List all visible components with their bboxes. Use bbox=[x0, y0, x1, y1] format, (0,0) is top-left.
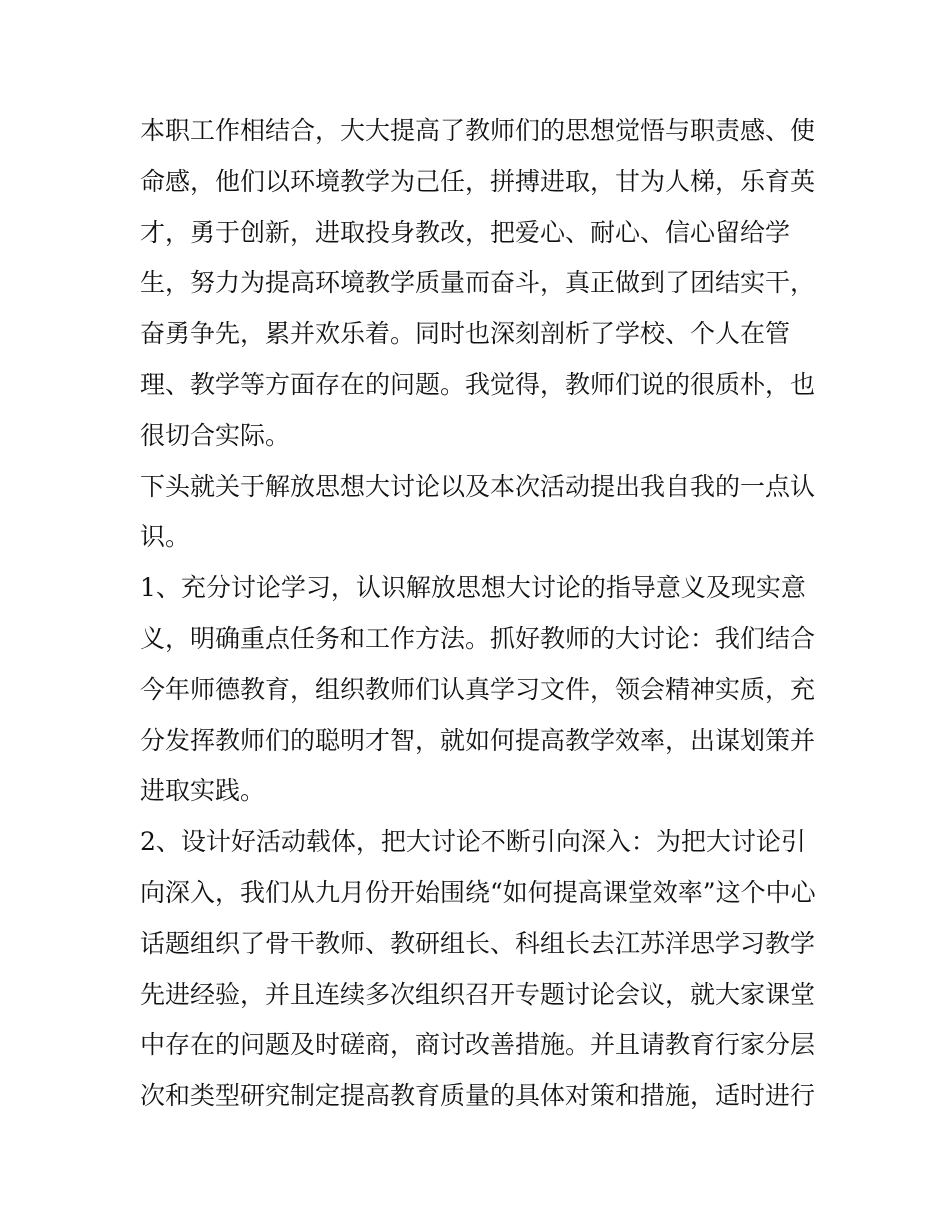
text-line: 今年师德教育，组织教师们认真学习文件，领会精神实质，充 bbox=[140, 674, 816, 704]
text-line: 分发挥教师们的聪明才智，就如何提高教学效率，出谋划策并 bbox=[140, 725, 816, 755]
text-line: 生，努力为提高环境教学质量而奋斗，真正做到了团结实干， bbox=[140, 268, 816, 298]
text-line: 命感，他们以环境教学为己任，拼搏进取，甘为人梯，乐育英 bbox=[140, 166, 816, 196]
text-line: 1、充分讨论学习，认识解放思想大讨论的指导意义及现实意 bbox=[140, 573, 806, 603]
text-line: 识。 bbox=[140, 522, 191, 552]
text-line: 先进经验，并且连续多次组织召开专题讨论会议，就大家课堂 bbox=[140, 979, 816, 1009]
document-body bbox=[140, 106, 830, 1122]
text-line: 次和类型研究制定提高教育质量的具体对策和措施，适时进行 bbox=[140, 1081, 816, 1111]
text-line: 向深入，我们从九月份开始围绕“如何提高课堂效率”这个中心 bbox=[140, 877, 816, 907]
text-line: 进取实践。 bbox=[140, 776, 266, 806]
text-line: 话题组织了骨干教师、教研组长、科组长去江苏洋思学习教学 bbox=[140, 928, 816, 958]
text-line: 义，明确重点任务和工作方法。抓好教师的大讨论：我们结合 bbox=[140, 623, 816, 653]
text-line: 奋勇争先，累并欢乐着。同时也深刻剖析了学校、个人在管 bbox=[140, 319, 791, 349]
text-line: 中存在的问题及时磋商，商讨改善措施。并且请教育行家分层 bbox=[140, 1030, 816, 1060]
text-line: 本职工作相结合，大大提高了教师们的思想觉悟与职责感、使 bbox=[140, 116, 816, 145]
text-line: 2、设计好活动载体，把大讨论不断引向深入：为把大讨论引 bbox=[140, 827, 806, 857]
text-line: 理、教学等方面存在的问题。我觉得，教师们说的很质朴，也 bbox=[140, 369, 816, 399]
text-line: 才，勇于创新，进取投身教改，把爱心、耐心、信心留给学 bbox=[140, 217, 791, 247]
text-line: 很切合实际。 bbox=[140, 420, 291, 450]
text-line: 下头就关于解放思想大讨论以及本次活动提出我自我的一点认 bbox=[140, 471, 816, 501]
